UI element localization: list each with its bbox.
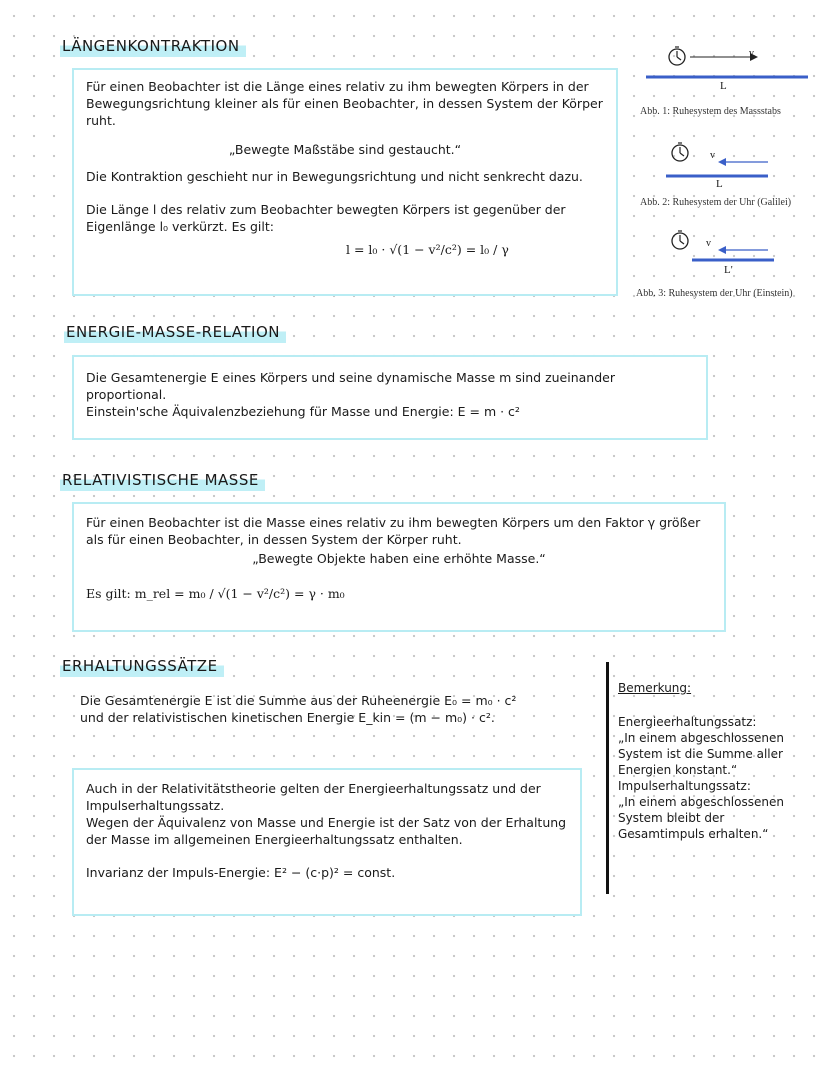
conservation-mass-text: Wegen der Äquivalenz von Masse und Energie ist der Satz von der Erhaltung der Masse im allgemeinen Energieerhaltungssatz enthalten. [86, 815, 567, 847]
figure-3-l-label: L' [724, 264, 733, 276]
heading-relativistic-mass: RELATIVISTISCHE MASSE [60, 470, 265, 491]
figure-2-v-label: v [710, 150, 715, 161]
figure-2-l-label: L [716, 178, 723, 190]
relativistic-mass-box [72, 502, 726, 632]
length-contraction-box [72, 68, 618, 296]
figure-1-diagram [640, 40, 820, 100]
remark-panel [618, 680, 814, 842]
relativistic-mass-formula: Es gilt: m_rel = m₀ / √(1 − v²/c²) = γ · m₀ [86, 586, 345, 601]
heading-conservation: ERHALTUNGSSÄTZE [60, 656, 224, 677]
figure-1-caption: Abb. 1: Ruhesystem des Massstabs [640, 106, 781, 117]
length-formula-intro: Die Länge l des relativ zum Beobachter bewegten Körpers ist gegenüber der Eigenlänge l₀ verkürzt. Es gilt: [86, 202, 566, 234]
conservation-energy-sum [80, 692, 530, 726]
figure-1-l-label: L [720, 80, 727, 92]
energy-mass-box [72, 355, 708, 440]
figure-3 [636, 230, 816, 302]
figure-2-caption: Abb. 2: Ruhesystem der Uhr (Galilei) [640, 197, 792, 208]
figure-1-v-label: v [749, 48, 754, 59]
figure-1 [640, 40, 820, 122]
conservation-invariance: Invarianz der Impuls-Energie: E² − (c·p)² = const. [86, 865, 396, 880]
heading-energy-mass: ENERGIE-MASSE-RELATION [64, 322, 286, 343]
figure-2-diagram [640, 140, 820, 190]
conservation-box [72, 768, 582, 916]
heading-length-contraction: LÄNGENKONTRAKTION [60, 36, 246, 57]
length-direction-text: Die Kontraktion geschieht nur in Bewegungsrichtung und nicht senkrecht dazu. [86, 169, 583, 184]
figure-2 [640, 140, 820, 212]
remark-impulse-title: Impulserhaltungssatz: [618, 779, 751, 793]
remark-energy-title: Energieerhaltungssatz: [618, 715, 757, 729]
energy-mass-text: Die Gesamtenergie E eines Körpers und seine dynamische Masse m sind zueinander proportional. [86, 370, 615, 402]
length-definition-text: Für einen Beobachter ist die Länge eines relativ zu ihm bewegten Körpers in der Bewegungsrichtung kleiner als für einen Beobachter, in dessen System der Körper ruht. [86, 79, 603, 128]
conservation-energy-sum-text: Die Gesamtenergie E ist die Summe aus der Ruheenergie E₀ = m₀ · c² und der relativistischen kinetischen Energie E_kin = (m − m₀) · c². [80, 693, 517, 725]
length-formula: l = l₀ · √(1 − v²/c²) = l₀ / γ [346, 242, 509, 257]
relativistic-mass-text: Für einen Beobachter ist die Masse eines relativ zu ihm bewegten Körpers um den Faktor γ größer als für einen Beobachter, in dessen System der Körper ruht. [86, 515, 701, 547]
figure-3-caption: Abb. 3: Ruhesystem der Uhr (Einstein) [636, 288, 793, 299]
remark-divider [606, 662, 609, 894]
length-quote: „Bewegte Maßstäbe sind gestaucht.“ [228, 142, 462, 157]
conservation-laws-text: Auch in der Relativitätstheorie gelten der Energieerhaltungssatz und der Impulserhaltungssatz. [86, 781, 541, 813]
relativistic-mass-quote: „Bewegte Objekte haben eine erhöhte Masse.“ [252, 551, 546, 566]
remark-impulse-text: „In einem abgeschlossenen System bleibt der Gesamtimpuls erhalten.“ [618, 795, 784, 841]
remark-energy-text: „In einem abgeschlossenen System ist die Summe aller Energien konstant.“ [618, 731, 784, 777]
remark-title: Bemerkung: [618, 681, 692, 695]
figure-3-v-label: v [706, 238, 711, 249]
energy-mass-equivalence: Einstein'sche Äquivalenzbeziehung für Masse und Energie: E = m · c² [86, 404, 520, 419]
